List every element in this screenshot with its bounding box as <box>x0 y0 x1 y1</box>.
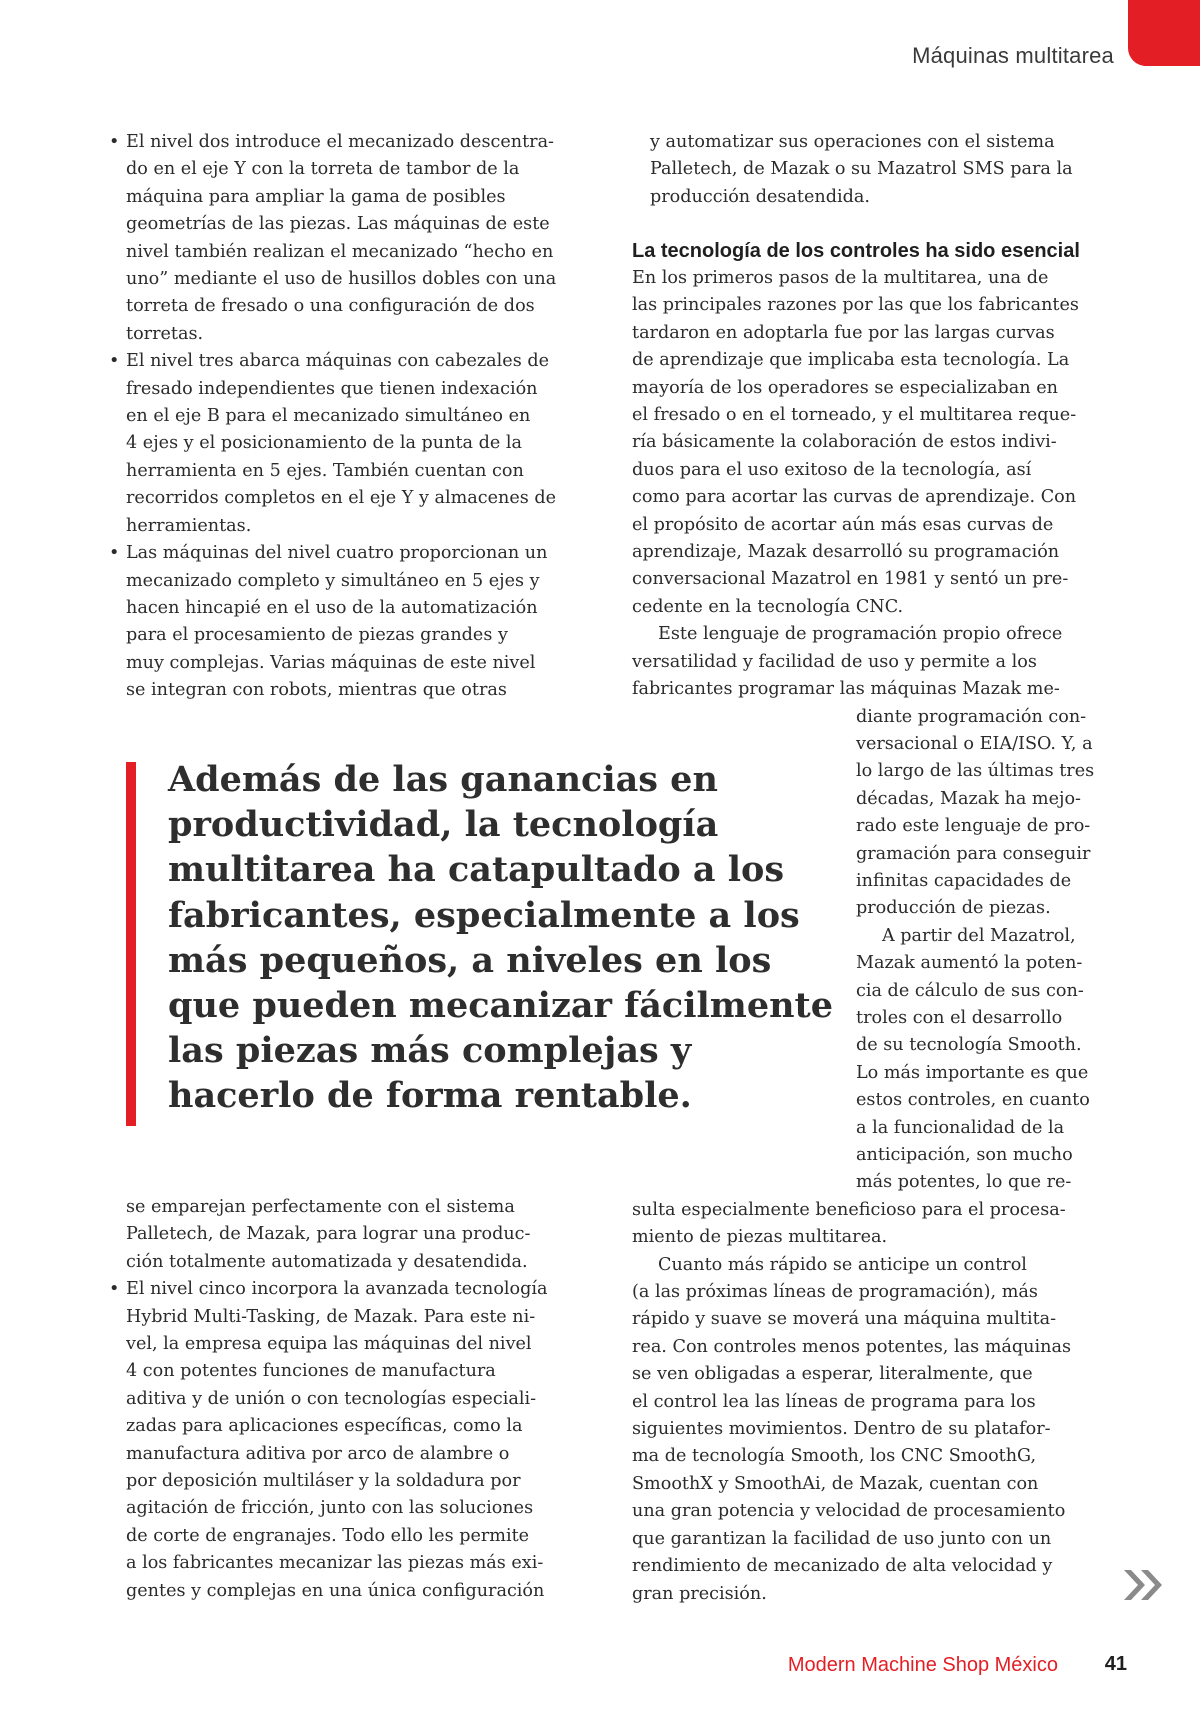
text-line: aprendizaje, Mazak desarrolló su programación <box>632 542 1060 563</box>
pull-quote-line: las piezas más complejas y <box>168 1030 692 1072</box>
text-line: estos controles, en cuanto <box>856 1090 1090 1111</box>
text-line: las principales razones por las que los fabricantes <box>632 295 1079 316</box>
text-line: duos para el uso exitoso de la tecnología, así <box>632 459 1032 480</box>
text-line: más potentes, lo que re- <box>856 1172 1072 1193</box>
pull-quote-line: multitarea ha catapultado a los <box>168 849 785 891</box>
text-line: versacional o EIA/ISO. Y, a <box>856 733 1093 754</box>
text-line: (a las próximas líneas de programación), más <box>632 1282 1038 1303</box>
text-line: el fresado o en el torneado, y el multitarea reque- <box>632 405 1077 426</box>
text-line: para el procesamiento de piezas grandes y <box>126 625 508 646</box>
text-line: por deposición multiláser y la soldadura por <box>126 1471 521 1492</box>
text-line: diante programación con- <box>856 706 1087 727</box>
text-line: Hybrid Multi-Tasking, de Mazak. Para este ni- <box>126 1306 536 1327</box>
text-line: una gran potencia y velocidad de procesamiento <box>632 1501 1066 1522</box>
text-line: Este lenguaje de programación propio ofrece <box>658 624 1063 645</box>
column-2-body <box>632 265 1112 1608</box>
bullet-continuation <box>110 1194 600 1276</box>
text-line: agitación de fricción, junto con las soluciones <box>126 1498 534 1519</box>
text-line: rea. Con controles menos potentes, las máquinas <box>632 1336 1071 1357</box>
text-line: a la funcionalidad de la <box>856 1117 1065 1138</box>
text-line: el control lea las líneas de programa para los <box>632 1391 1036 1412</box>
text-line: de aprendizaje que implicaba esta tecnología. La <box>632 350 1070 371</box>
text-line: se ven obligadas a esperar, literalmente, que <box>632 1364 1033 1385</box>
text-line: manufactura aditiva por arco de alambre o <box>126 1443 510 1464</box>
text-line: 4 ejes y el posicionamiento de la punta de la <box>126 433 522 454</box>
paragraph <box>632 923 1112 1252</box>
text-line: aditiva y de unión o con tecnologías especiali- <box>126 1388 537 1409</box>
text-line: mecanizado completo y simultáneo en 5 ejes y <box>126 570 540 591</box>
text-line: troles con el desarrollo <box>856 1007 1063 1028</box>
text-line: ma de tecnología Smooth, los CNC SmoothG, <box>632 1446 1037 1467</box>
text-line: gramación para conseguir <box>856 843 1091 864</box>
text-line: 4 con potentes funciones de manufactura <box>126 1361 496 1382</box>
text-line: mayoría de los operadores se especializaban en <box>632 377 1058 398</box>
text-line: nivel también realizan el mecanizado “hecho en <box>126 241 554 262</box>
text-line: uno” mediante el uso de husillos dobles con una <box>126 269 557 290</box>
text-line: • Las máquinas del nivel cuatro proporcionan un <box>126 543 548 564</box>
column-2-top <box>632 129 1112 211</box>
text-line: siguientes movimientos. Dentro de su platafor- <box>632 1419 1051 1440</box>
paragraph <box>632 265 1112 621</box>
text-line: • El nivel tres abarca máquinas con cabezales de <box>126 351 550 372</box>
text-line: Palletech, de Mazak o su Mazatrol SMS para la <box>650 159 1073 180</box>
text-line: fabricantes programar las máquinas Mazak me- <box>632 679 1060 700</box>
text-line: rápido y suave se moverá una máquina multita- <box>632 1309 1057 1330</box>
page-number: 41 <box>1104 1653 1127 1675</box>
pull-quote-line: Además de las ganancias en <box>168 759 718 800</box>
text-line: ción totalmente automatizada y desatendida. <box>126 1251 528 1272</box>
text-line: conversacional Mazatrol en 1981 y sentó un pre- <box>632 569 1069 590</box>
text-line: geometrías de las piezas. Las máquinas de este <box>126 214 550 235</box>
paragraph <box>632 1252 1112 1608</box>
text-line: torretas. <box>126 323 204 344</box>
text-line: sulta especialmente beneficioso para el procesa- <box>632 1199 1066 1220</box>
text-line: lo largo de las últimas tres <box>856 761 1095 782</box>
text-line: fresado independientes que tienen indexación <box>126 378 538 399</box>
text-line: hacen hincapié en el uso de la automatización <box>126 597 538 618</box>
pull-quote-line: fabricantes, especialmente a los <box>168 894 800 936</box>
section-label: Máquinas multitarea <box>912 43 1114 68</box>
column-1-top <box>110 129 600 705</box>
pull-quote-line: hacerlo de forma rentable. <box>168 1075 692 1117</box>
text-line: máquina para ampliar la gama de posibles <box>126 186 506 207</box>
text-line: y automatizar sus operaciones con el sistema <box>650 132 1055 152</box>
text-line: el propósito de acortar aún más esas curvas de <box>632 514 1054 535</box>
text-line: herramienta en 5 ejes. También cuentan con <box>126 460 524 481</box>
bullet-level-five <box>110 1276 600 1605</box>
text-line: en el eje B para el mecanizado simultáneo en <box>126 406 531 427</box>
text-line: do en el eje Y con la torreta de tambor de la <box>126 159 520 180</box>
text-line: cedente en la tecnología CNC. <box>632 596 904 617</box>
text-line: producción de piezas. <box>856 898 1051 919</box>
text-line: anticipación, son mucho <box>856 1145 1073 1165</box>
text-line: recorridos completos en el eje Y y almacenes de <box>126 488 557 509</box>
text-line: a los fabricantes mecanizar las piezas más exi- <box>126 1553 544 1574</box>
text-line: tardaron en adoptarla fue por las largas curvas <box>632 322 1055 343</box>
section-heading: La tecnología de los controles ha sido esencial <box>632 240 1080 262</box>
text-line: gentes y complejas en una única configuración <box>126 1580 545 1601</box>
bullet-level-two <box>110 129 600 348</box>
text-line: ría básicamente la colaboración de estos indivi- <box>632 432 1057 453</box>
text-line: • El nivel dos introduce el mecanizado descentra- <box>126 132 554 152</box>
text-line: herramientas. <box>126 515 252 536</box>
text-line: como para acortar las curvas de aprendizaje. Con <box>632 487 1077 508</box>
text-line: rendimiento de mecanizado de alta velocidad y <box>632 1556 1053 1577</box>
text-line: que garantizan la facilidad de uso junto con un <box>632 1528 1052 1549</box>
text-line: gran precisión. <box>632 1583 767 1604</box>
footer-publication-title: Modern Machine Shop México <box>787 1654 1058 1676</box>
text-line: zadas para aplicaciones específicas, como la <box>126 1416 523 1437</box>
paragraph <box>632 621 1112 922</box>
text-line: cia de cálculo de sus con- <box>856 980 1084 1001</box>
text-line: infinitas capacidades de <box>856 870 1072 891</box>
text-line: Mazak aumentó la poten- <box>856 953 1083 974</box>
text-line: de su tecnología Smooth. <box>856 1035 1082 1056</box>
pull-quote-line: que pueden mecanizar fácilmente <box>168 985 833 1027</box>
text-line: muy complejas. Varias máquinas de este nivel <box>126 652 536 673</box>
text-line: miento de piezas multitarea. <box>632 1227 888 1248</box>
text-line: • El nivel cinco incorpora la avanzada tecnología <box>126 1279 548 1300</box>
text-line: Cuanto más rápido se anticipe un control <box>658 1254 1027 1275</box>
text-line: décadas, Mazak ha mejo- <box>856 788 1081 809</box>
pull-quote-line: más pequeños, a niveles en los <box>168 939 772 981</box>
header-accent-tab <box>1128 0 1200 66</box>
pull-quote-bar <box>126 762 136 1126</box>
text-line: se emparejan perfectamente con el sistema <box>126 1197 515 1217</box>
text-line: Lo más importante es que <box>856 1062 1089 1083</box>
bullet-level-four <box>110 540 600 704</box>
text-line: SmoothX y SmoothAi, de Mazak, cuentan con <box>632 1473 1039 1494</box>
text-line: torreta de fresado o una configuración de dos <box>126 296 535 317</box>
text-line: se integran con robots, mientras que otras <box>126 680 507 701</box>
pull-quote-line: productividad, la tecnología <box>168 804 719 846</box>
text-line: producción desatendida. <box>650 186 870 207</box>
column-1-bottom <box>110 1194 600 1605</box>
text-line: En los primeros pasos de la multitarea, una de <box>632 268 1049 288</box>
text-line: vel, la empresa equipa las máquinas del nivel <box>126 1334 532 1355</box>
text-line: de corte de engranajes. Todo ello les permite <box>126 1525 530 1546</box>
text-line: versatilidad y facilidad de uso y permite a los <box>632 651 1037 672</box>
text-line: Palletech, de Mazak, para lograr una produc- <box>126 1224 531 1245</box>
bullet-level-three <box>110 348 600 540</box>
text-line: A partir del Mazatrol, <box>882 925 1076 946</box>
text-line: rado este lenguaje de pro- <box>856 816 1091 837</box>
bullet-continuation <box>632 129 1112 211</box>
double-chevron-right-icon[interactable] <box>1121 1567 1167 1603</box>
